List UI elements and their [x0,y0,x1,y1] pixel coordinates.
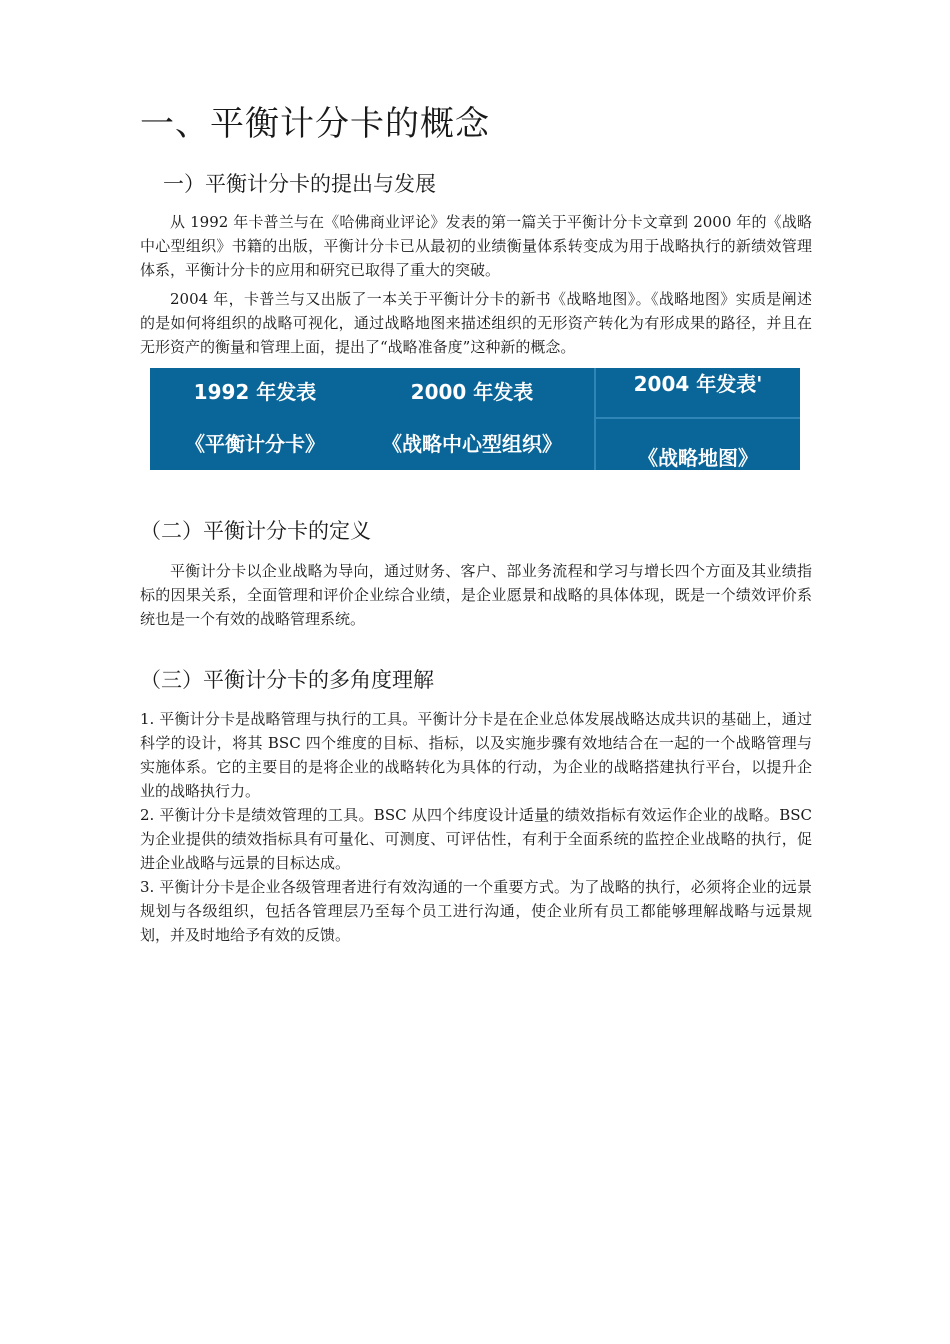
perspectives-list [140,707,812,947]
page-title: 一、平衡计分卡的概念 [140,104,490,144]
section-title-definition: （二）平衡计分卡的定义 [140,519,371,543]
list-item: 2. 平衡计分卡是绩效管理的工具。BSC 从四个纬度设计适量的绩效指标有效运作企业的战略。BSC 为企业提供的绩效指标具有可量化、可测度、可评估性，有利于全面系统的监控企业战略的执行，促进企业战略与远景的目标达成。 [140,806,812,872]
timeline-divider [596,417,800,419]
section-title-perspectives: （三）平衡计分卡的多角度理解 [140,668,434,692]
timeline-book-bsc: 《平衡计分卡》 [185,432,325,456]
timeline-year-2004: 2004 年发表' [633,372,763,396]
list-item: 3. 平衡计分卡是企业各级管理者进行有效沟通的一个重要方式。为了战略的执行，必须将企业的远景规划与各级组织，包括各管理层乃至每个员工进行沟通，使企业所有员工都能够理解战略与远景规划，并及时地给予有效的反馈。 [140,878,812,944]
paragraph-development-1: 从 1992 年卡普兰与在《哈佛商业评论》发表的第一篇关于平衡计分卡文章到 2000 年的《战略中心型组织》书籍的出版，平衡计分卡已从最初的业绩衡量体系转变成为用于战略执行的新绩效管理体系，平衡计分卡的应用和研究已取得了重大的突破。 [140,213,812,279]
timeline-year-2000: 2000 年发表 [410,380,534,404]
timeline-book-strategy-maps: 《战略地图》 [638,446,758,470]
list-item: 1. 平衡计分卡是战略管理与执行的工具。平衡计分卡是在企业总体发展战略达成共识的基础上，通过科学的设计，将其 BSC 四个维度的目标、指标，以及实施步骤有效地结合在一起的一个战略管理与实施体系。它的主要目的是将企业的战略转化为具体的行动，为企业的战略搭建执行平台，以提升企业的战略执行力。 [140,710,812,800]
timeline-book-strategy-focused: 《战略中心型组织》 [382,432,562,456]
section-title-development: 一）平衡计分卡的提出与发展 [163,172,436,196]
paragraph-definition: 平衡计分卡以企业战略为导向，通过财务、客户、部业务流程和学习与增长四个方面及其业绩指标的因果关系，全面管理和评价企业综合业绩，是企业愿景和战略的具体体现，既是一个绩效评价系统也是一个有效的战略管理系统。 [140,562,812,628]
timeline-year-1992: 1992 年发表 [193,380,317,404]
paragraph-development-2: 2004 年，卡普兰与又出版了一本关于平衡计分卡的新书《战略地图》。《战略地图》实质是阐述的是如何将组织的战略可视化，通过战略地图来描述组织的无形资产转化为有形成果的路径，并且在无形资产的衡量和管理上面，提出了“战略准备度”这种新的概念。 [140,290,812,356]
timeline-banner [150,368,800,470]
